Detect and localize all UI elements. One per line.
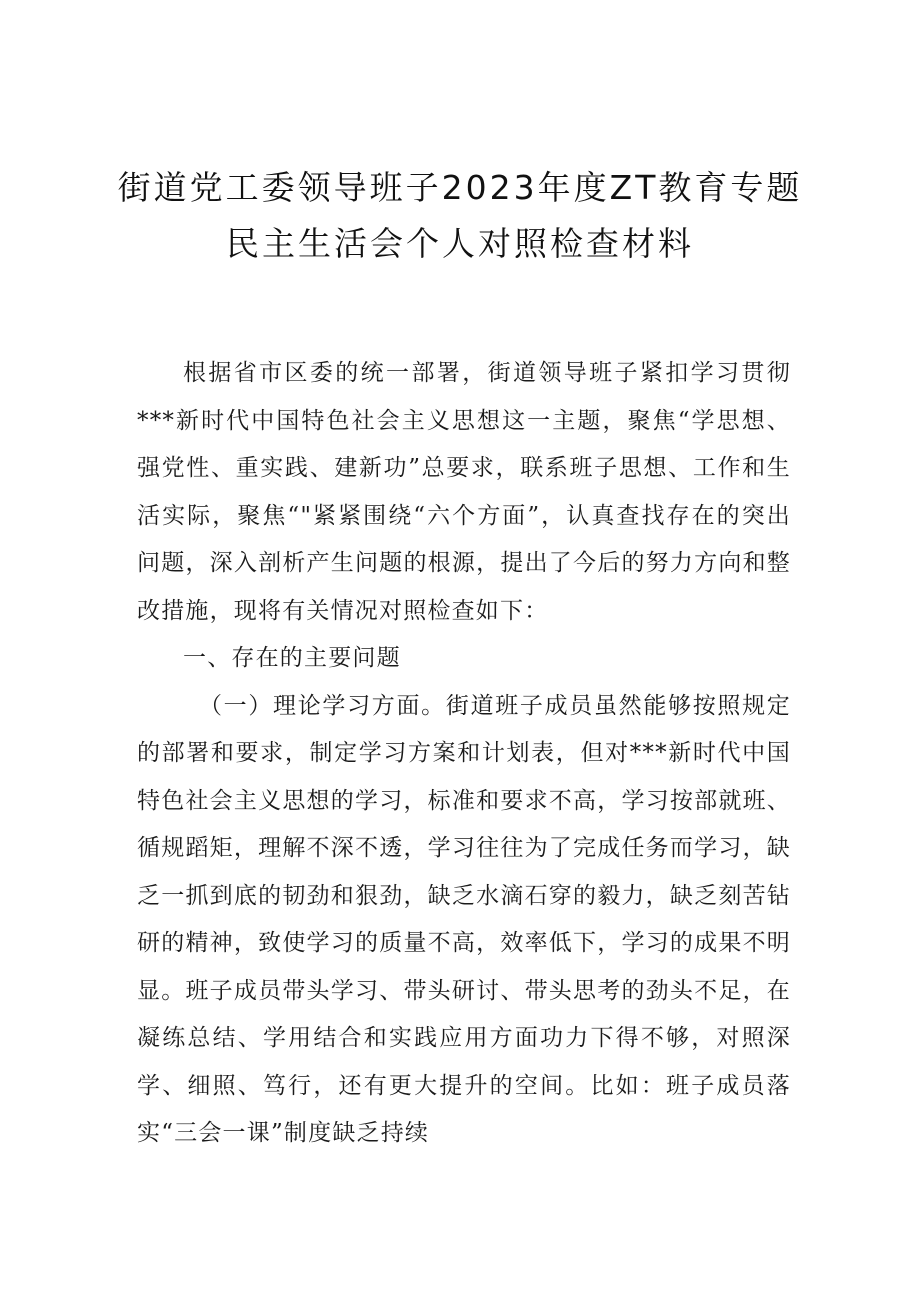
section-heading: 一、存在的主要问题 <box>183 645 401 671</box>
document-title <box>100 160 820 272</box>
document-body <box>137 350 791 1158</box>
intro-paragraph: 根据省市区委的统一部署，街道领导班子紧扣学习贯彻***新时代中国特色社会主义思想这一主题，聚焦“学思想、强党性、重实践、建新功”总要求，联系班子思想、工作和生活实际，聚焦“"紧紧围绕“六个方面”，认真查找存在的突出问题，深入剖析产生问题的根源，提出了今后的努力方向和整改措施，现将有关情况对照检查如下： <box>137 360 791 624</box>
title-line-2: 民主生活会个人对照检查材料 <box>226 224 694 263</box>
title-line-1: 街道党工委领导班子2023年度ZT教育专题 <box>117 168 803 207</box>
section-paragraph: （一）理论学习方面。街道班子成员虽然能够按照规定的部署和要求，制定学习方案和计划表，但对***新时代中国特色社会主义思想的学习，标准和要求不高，学习按部就班、循规蹈矩，理解不深不透，学习往往为了完成任务而学习，缺乏一抓到底的韧劲和狠劲，缺乏水滴石穿的毅力，缺乏刻苦钻研的精神，致使学习的质量不高，效率低下，学习的成果不明显。班子成员带头学习、带头研讨、带头思考的劲头不足，在凝练总结、学用结合和实践应用方面功力下得不够，对照深学、细照、笃行，还有更大提升的空间。比如：班子成员落实“三会一课”制度缺乏持续 <box>137 692 791 1146</box>
